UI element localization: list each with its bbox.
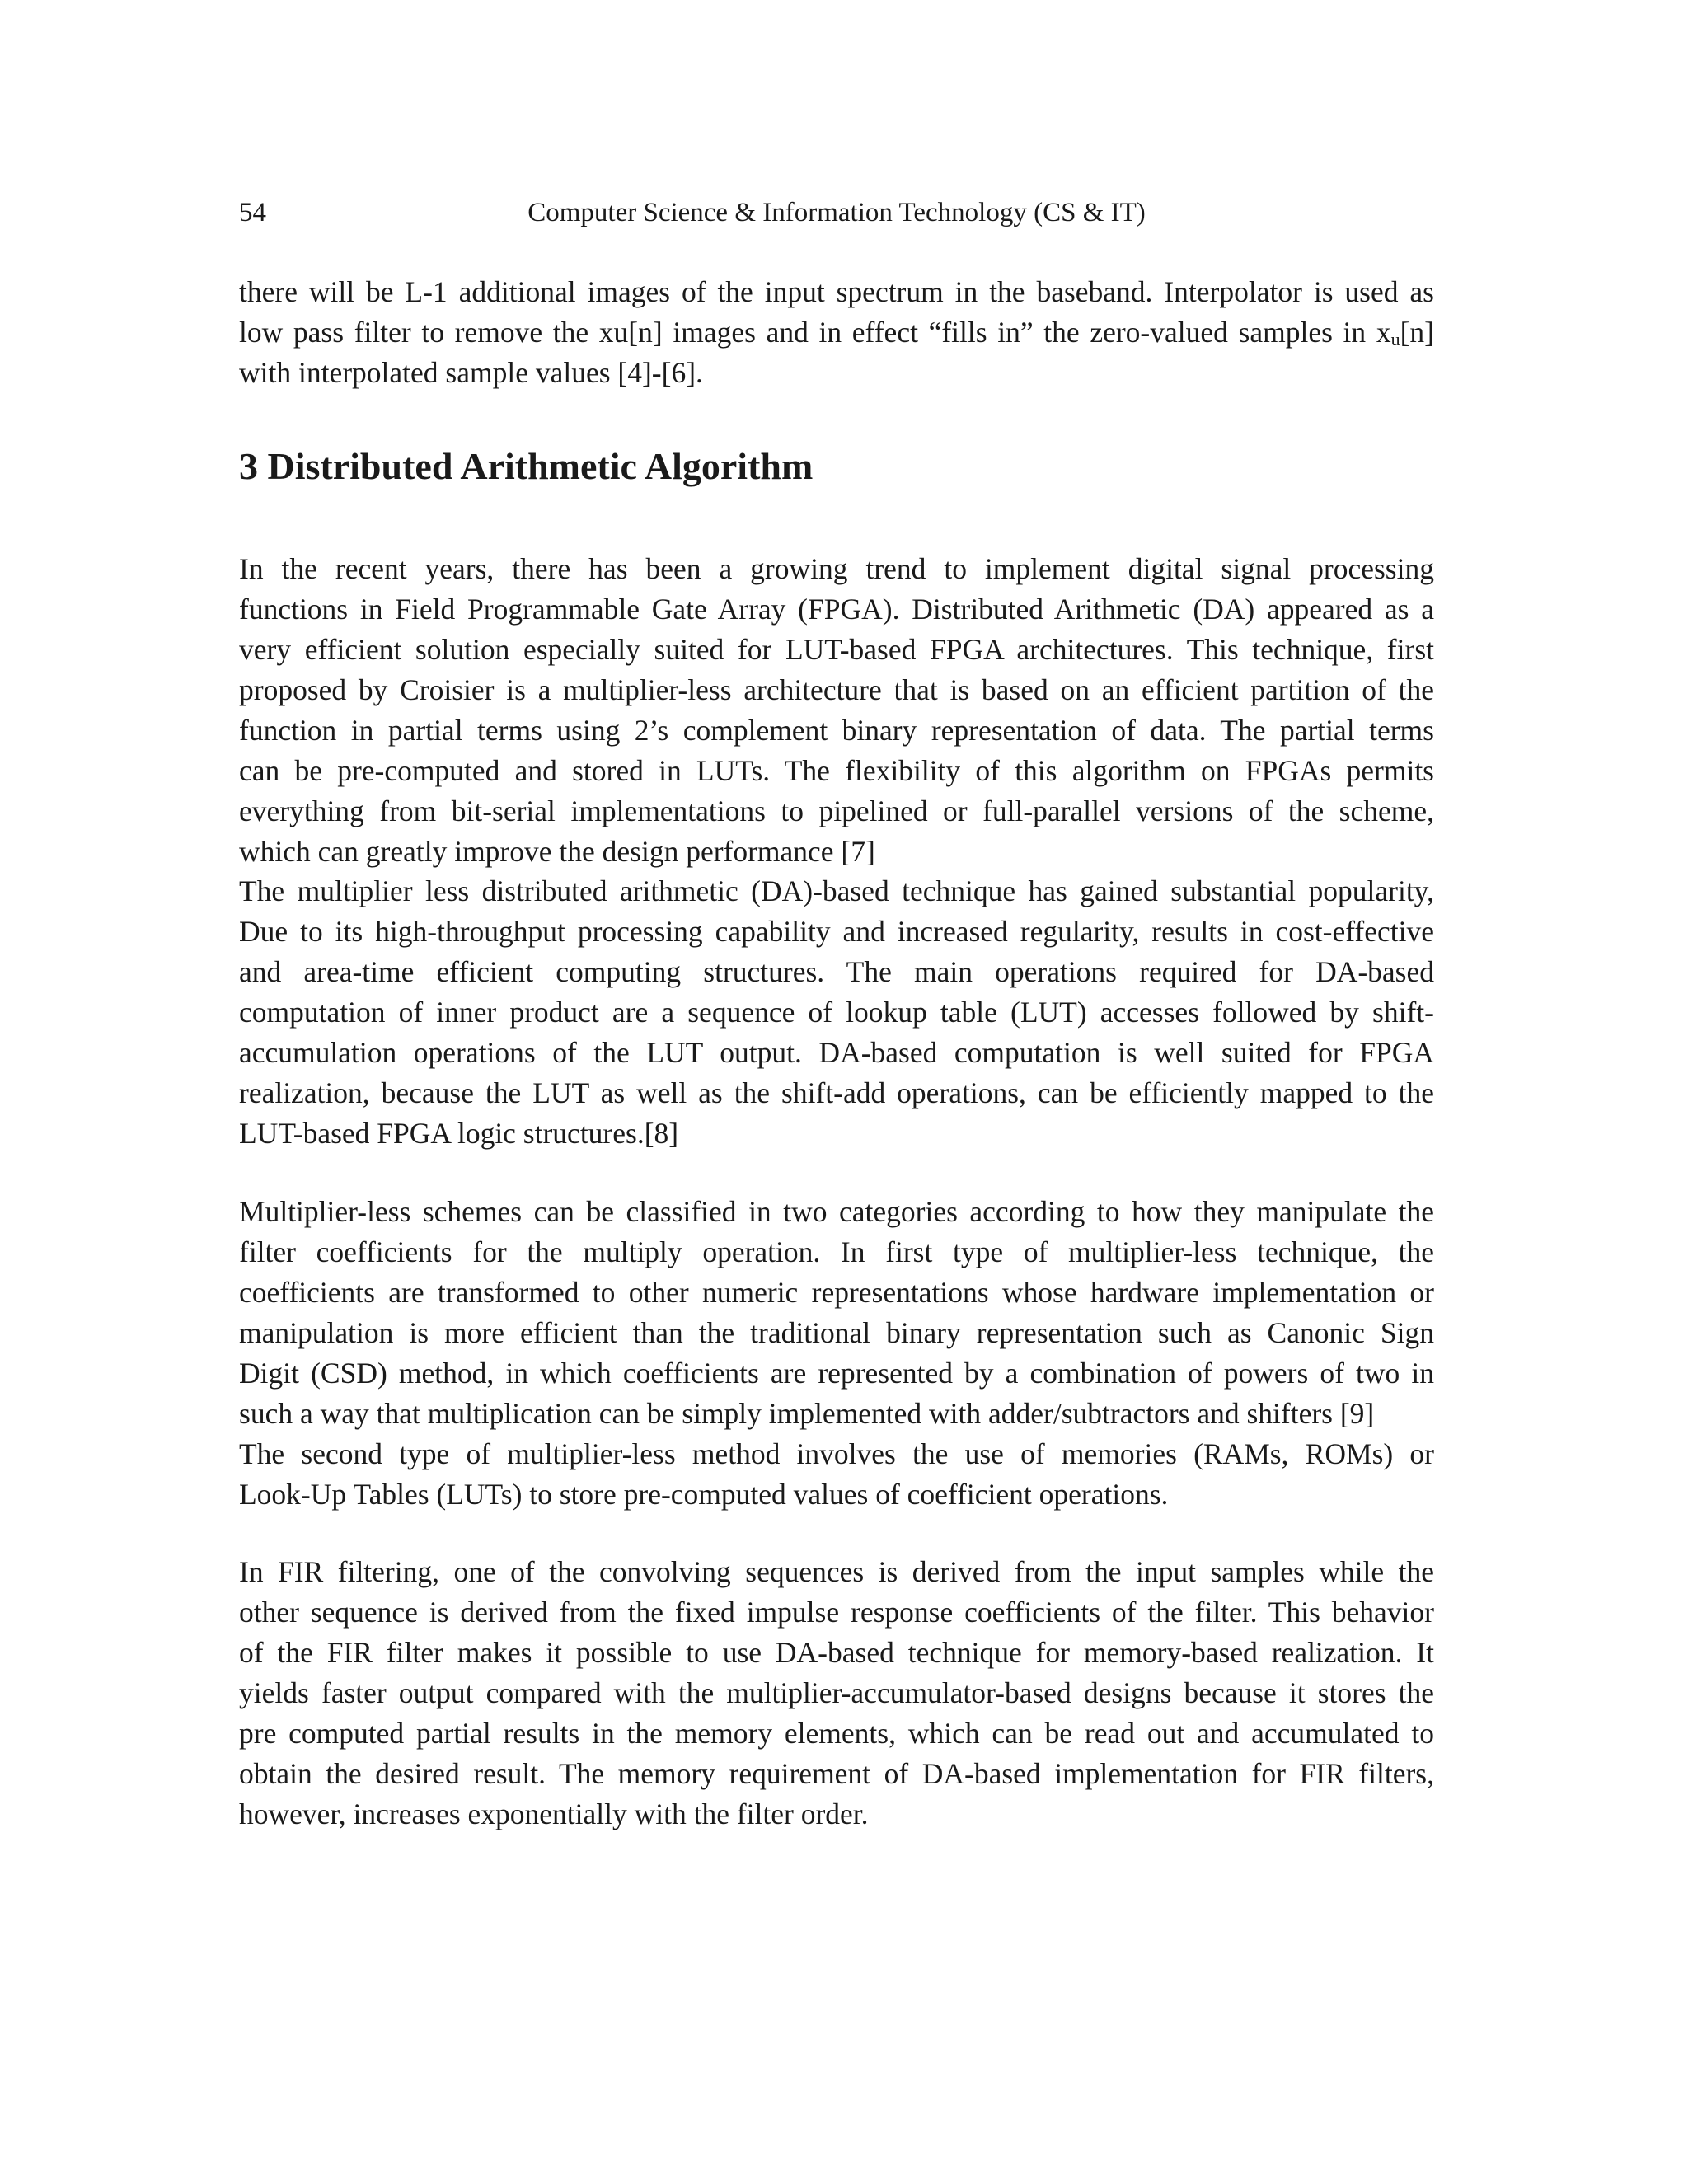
paragraph-line: proposed by Croisier is a multiplier-less architecture that is based on an efficient partition of the: [239, 673, 1434, 706]
paragraph-line: everything from bit-serial implementations to pipelined or full-parallel versions of the scheme,: [239, 794, 1434, 827]
paragraph-line: very efficient solution especially suited for LUT-based FPGA architectures. This technique, first: [239, 633, 1434, 666]
paragraph-line: with interpolated sample values [4]-[6].: [239, 356, 703, 389]
line-text: low pass filter to remove the xu[n] images and in effect “fills in” the zero-valued samples in x: [239, 316, 1391, 349]
body-paragraph: [239, 1192, 1434, 1515]
paragraph-line: manipulation is more efficient than the traditional binary representation such as Canonic Sign: [239, 1316, 1434, 1349]
line-text: [n]: [1400, 316, 1434, 349]
paragraph-line: Multiplier-less schemes can be classified in two categories according to how they manipulate the: [239, 1195, 1434, 1228]
paragraph-line: In FIR filtering, one of the convolving sequences is derived from the input samples while the: [239, 1555, 1434, 1588]
paragraph-line: [239, 312, 1434, 353]
paragraph-line: The second type of multiplier-less method involves the use of memories (RAMs, ROMs) or: [239, 1437, 1434, 1470]
paragraph-line: pre computed partial results in the memory elements, which can be read out and accumulated to: [239, 1717, 1434, 1750]
paragraph-line: computation of inner product are a sequence of lookup table (LUT) accesses followed by shift-: [239, 996, 1434, 1029]
paragraph-line: Due to its high-throughput processing capability and increased regularity, results in cost-effective: [239, 915, 1434, 948]
body-paragraph: [239, 549, 1434, 872]
paragraph-line: however, increases exponentially with the filter order.: [239, 1797, 869, 1830]
paragraph-line: coefficients are transformed to other numeric representations whose hardware implementation or: [239, 1276, 1434, 1309]
paragraph-line: which can greatly improve the design performance [7]: [239, 835, 875, 868]
section-heading: 3 Distributed Arithmetic Algorithm: [239, 445, 814, 487]
paragraph-line: other sequence is derived from the fixed impulse response coefficients of the filter. This behavior: [239, 1596, 1434, 1629]
paragraph-line: The multiplier less distributed arithmetic (DA)-based technique has gained substantial popularity,: [239, 874, 1434, 907]
paragraph-line: filter coefficients for the multiply operation. In first type of multiplier-less technique, the: [239, 1235, 1434, 1268]
paragraph-line: obtain the desired result. The memory requirement of DA-based implementation for FIR filters,: [239, 1757, 1434, 1790]
paragraph-line: and area-time efficient computing structures. The main operations required for DA-based: [239, 955, 1434, 988]
paragraph-line: accumulation operations of the LUT output. DA-based computation is well suited for FPGA: [239, 1036, 1434, 1069]
paragraph-line: function in partial terms using 2’s complement binary representation of data. The partial terms: [239, 714, 1434, 747]
paragraph-line: Look-Up Tables (LUTs) to store pre-computed values of coefficient operations.: [239, 1478, 1169, 1511]
subscript-text: u: [1390, 329, 1400, 349]
paragraph-line: In the recent years, there has been a growing trend to implement digital signal processing: [239, 552, 1434, 585]
paragraph-line: of the FIR filter makes it possible to use DA-based technique for memory-based realization. It: [239, 1636, 1434, 1669]
paragraph-line: yields faster output compared with the multiplier-accumulator-based designs because it stores the: [239, 1676, 1434, 1709]
paragraph-line: LUT-based FPGA logic structures.[8]: [239, 1117, 679, 1150]
body-paragraph: [239, 1552, 1434, 1835]
paragraph-line: can be pre-computed and stored in LUTs. The flexibility of this algorithm on FPGAs permits: [239, 754, 1434, 787]
running-header: [239, 194, 1434, 231]
paragraph-line: functions in Field Programmable Gate Array (FPGA). Distributed Arithmetic (DA) appeared as a: [239, 593, 1434, 626]
intro-paragraph: [239, 272, 1434, 393]
paragraph-line: such a way that multiplication can be simply implemented with adder/subtractors and shifters [9]: [239, 1397, 1375, 1430]
paragraph-line: Digit (CSD) method, in which coefficients are represented by a combination of powers of two in: [239, 1357, 1434, 1390]
journal-title: Computer Science & Information Technology (CS & IT): [528, 198, 1146, 227]
page-number: 54: [239, 198, 266, 227]
body-paragraph: [239, 871, 1434, 1154]
paragraph-line: realization, because the LUT as well as the shift-add operations, can be efficiently mapped to the: [239, 1076, 1434, 1109]
paragraph-line: there will be L-1 additional images of the input spectrum in the baseband. Interpolator is used as: [239, 275, 1434, 308]
